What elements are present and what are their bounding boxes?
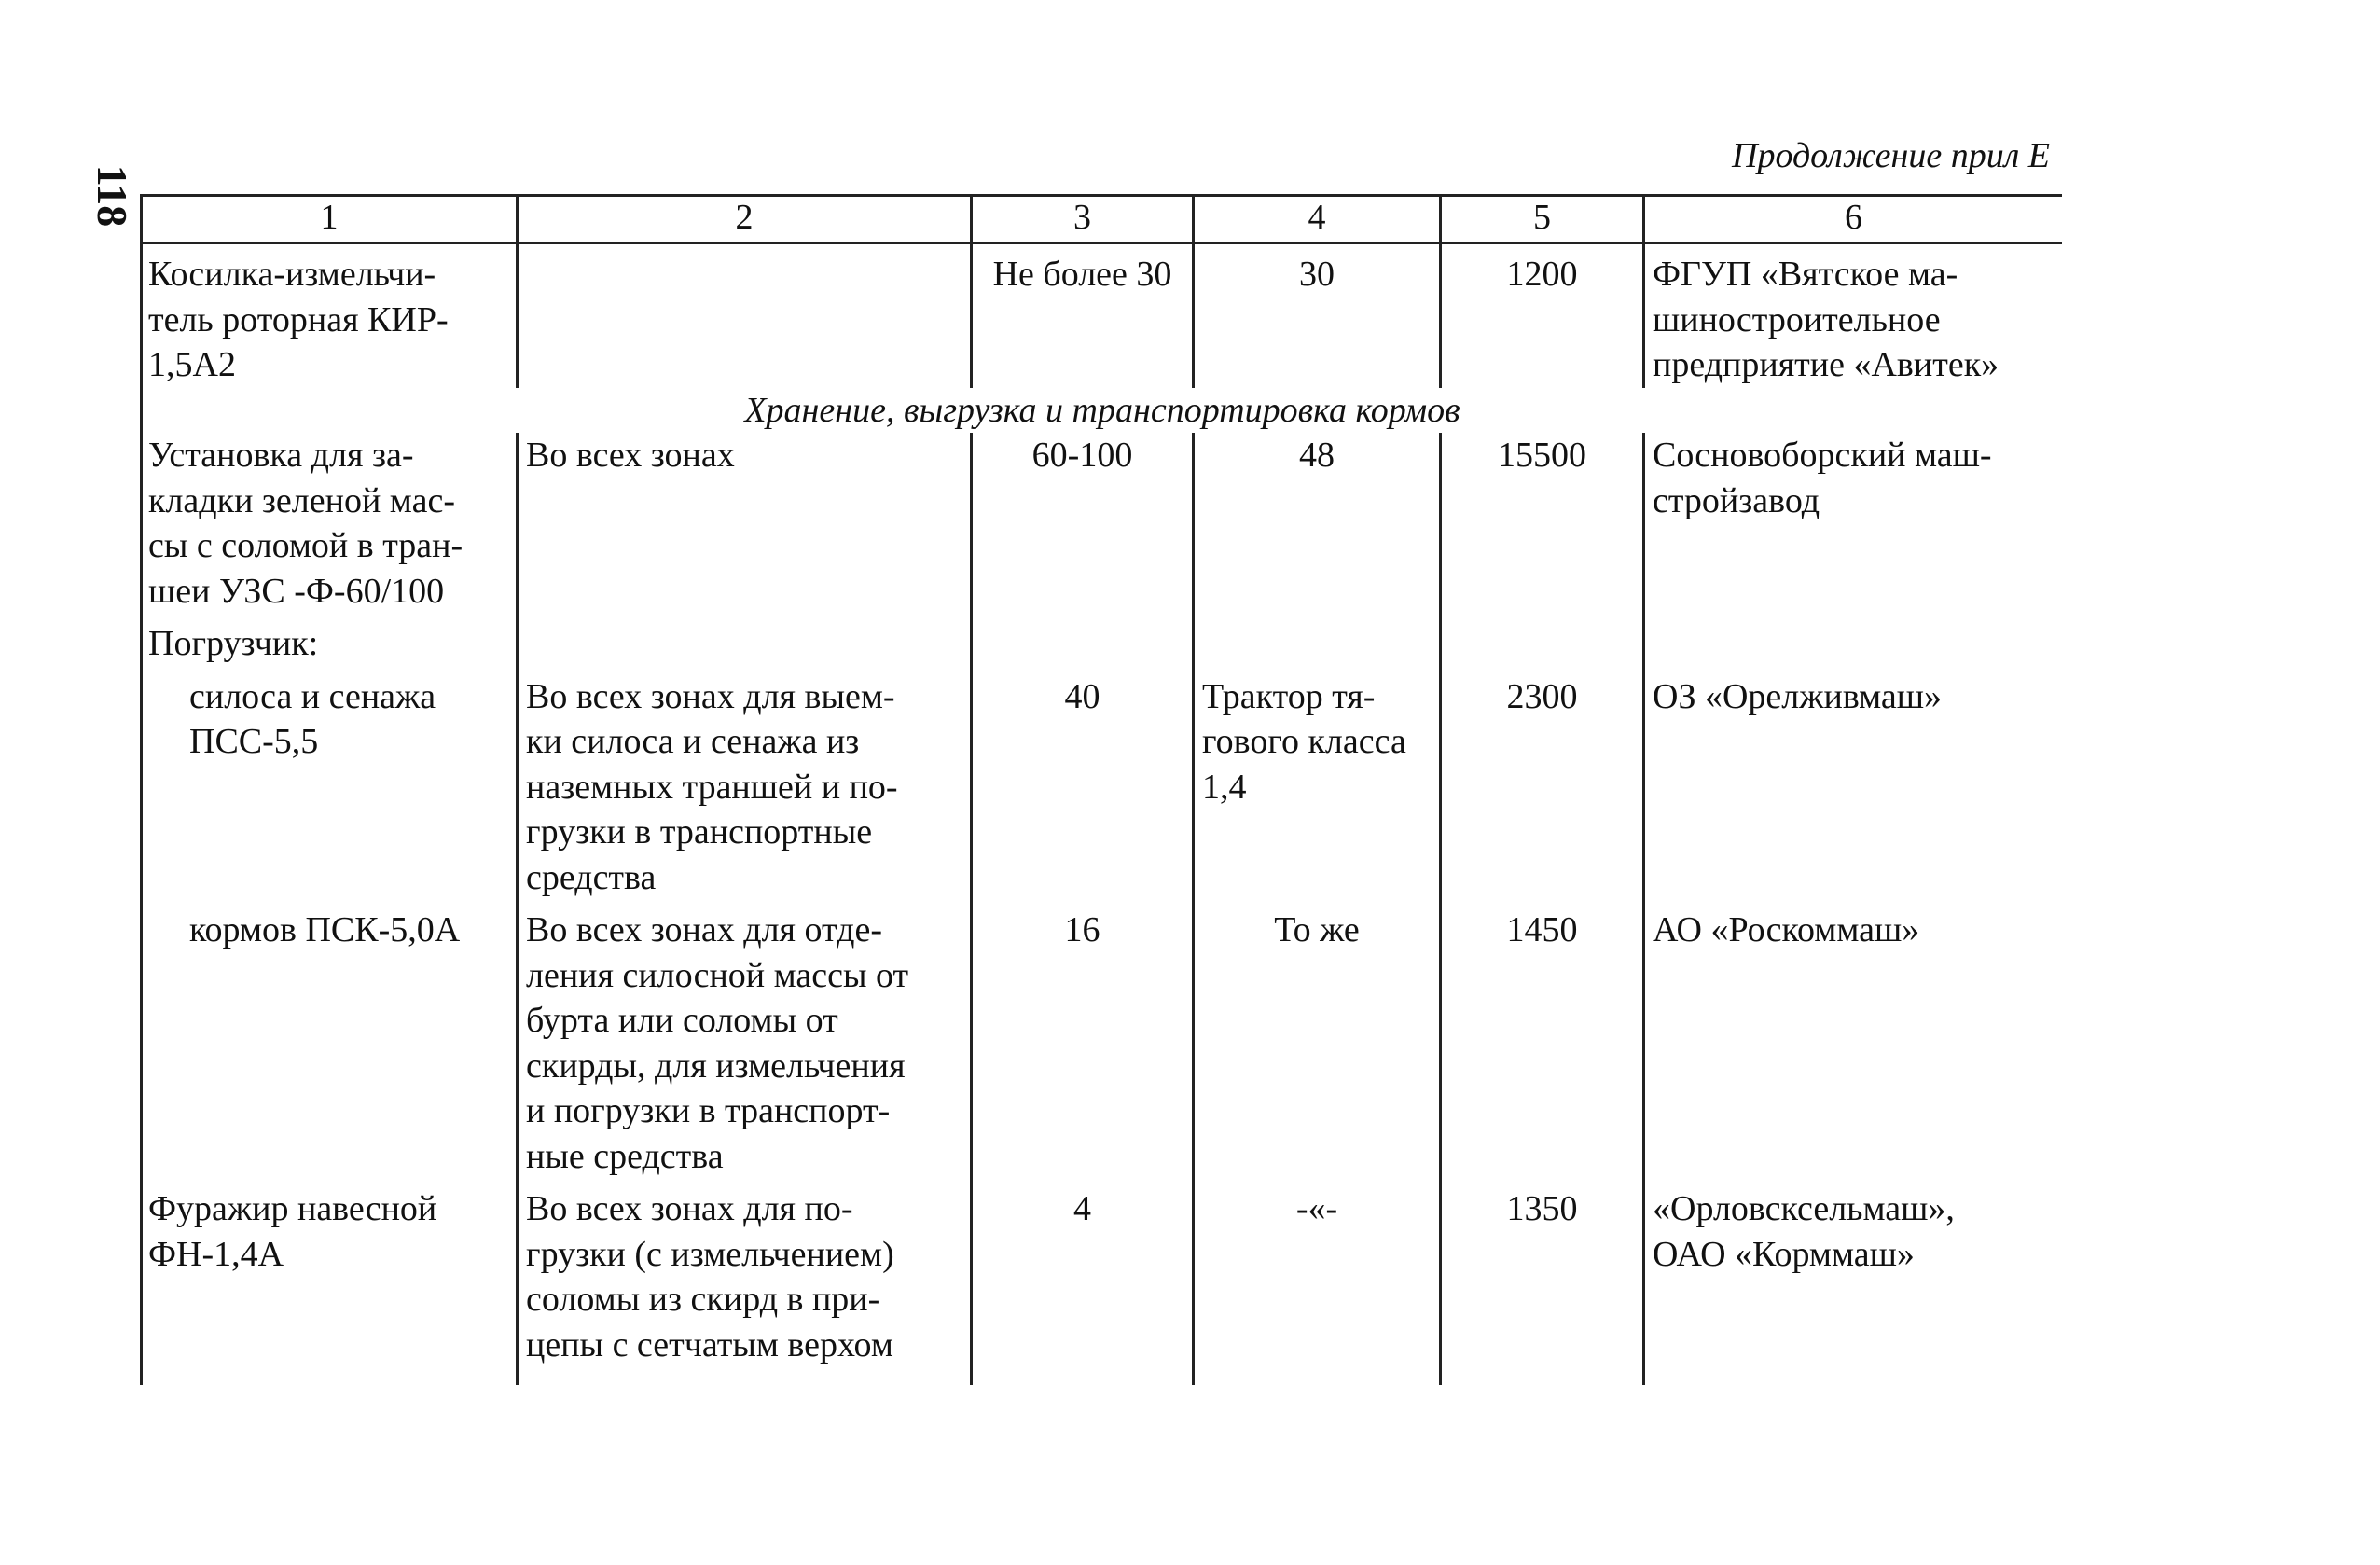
power-value: 48	[1194, 433, 1441, 614]
column-number-row	[142, 196, 2063, 243]
column-number: 6	[1644, 196, 2063, 243]
appendix-table	[140, 194, 2062, 1385]
group-heading-row	[142, 621, 2063, 667]
capacity-value: 40	[972, 674, 1194, 901]
machine-name: Фуражир навесной ФН-1,4А	[142, 1186, 518, 1367]
power-value: Трактор тя- гового класса 1,4	[1194, 674, 1441, 901]
mass-value: 1450	[1441, 907, 1644, 1179]
table-row	[142, 252, 2063, 388]
group-label: Погрузчик:	[142, 621, 518, 667]
column-number: 5	[1441, 196, 1644, 243]
capacity-value: Не более 30	[972, 252, 1194, 388]
column-number: 2	[518, 196, 972, 243]
section-heading: Хранение, выгрузка и транспортировка кормов	[142, 388, 2063, 434]
column-number: 4	[1194, 196, 1441, 243]
mass-value: 1200	[1441, 252, 1644, 388]
page-number: 118	[89, 164, 136, 228]
manufacturer: «Орловсксельмаш», ОАО «Корммаш»	[1644, 1186, 2063, 1367]
application-zone: Во всех зонах для отде- ления силосной массы от бурта или соломы от скирды, для измельчения и погрузки в транспорт- ные средства	[518, 907, 972, 1179]
column-number: 3	[972, 196, 1194, 243]
table-row	[142, 674, 2063, 901]
section-heading-row	[142, 388, 2063, 434]
capacity-value: 60-100	[972, 433, 1194, 614]
capacity-value: 4	[972, 1186, 1194, 1367]
power-value: То же	[1194, 907, 1441, 1179]
continuation-label: Продолжение прил Е	[1732, 136, 2050, 175]
column-number: 1	[142, 196, 518, 243]
mass-value: 15500	[1441, 433, 1644, 614]
application-zone: Во всех зонах	[518, 433, 972, 614]
power-value: 30	[1194, 252, 1441, 388]
manufacturer: АО «Роскоммаш»	[1644, 907, 2063, 1179]
table-row	[142, 433, 2063, 614]
machine-name: кормов ПСК-5,0А	[142, 907, 518, 1179]
power-value: -«-	[1194, 1186, 1441, 1367]
table-row	[142, 1186, 2063, 1367]
application-zone	[518, 252, 972, 388]
application-zone: Во всех зонах для выем- ки силоса и сенажа из наземных траншей и по- грузки в транспортные средства	[518, 674, 972, 901]
machine-name: Косилка-измельчи- тель роторная КИР- 1,5А2	[142, 252, 518, 388]
mass-value: 1350	[1441, 1186, 1644, 1367]
machine-name: Установка для за- кладки зеленой мас- сы с соломой в тран- шеи УЗС -Ф-60/100	[142, 433, 518, 614]
manufacturer: Сосновоборский маш- стройзавод	[1644, 433, 2063, 614]
application-zone: Во всех зонах для по- грузки (с измельчением) соломы из скирд в при- цепы с сетчатым верхом	[518, 1186, 972, 1367]
capacity-value: 16	[972, 907, 1194, 1179]
machine-name: силоса и сенажа ПСС-5,5	[142, 674, 518, 901]
manufacturer: ОЗ «Орелживмаш»	[1644, 674, 2063, 901]
table-row	[142, 907, 2063, 1179]
mass-value: 2300	[1441, 674, 1644, 901]
manufacturer: ФГУП «Вятское ма- шиностроительное предприятие «Авитек»	[1644, 252, 2063, 388]
